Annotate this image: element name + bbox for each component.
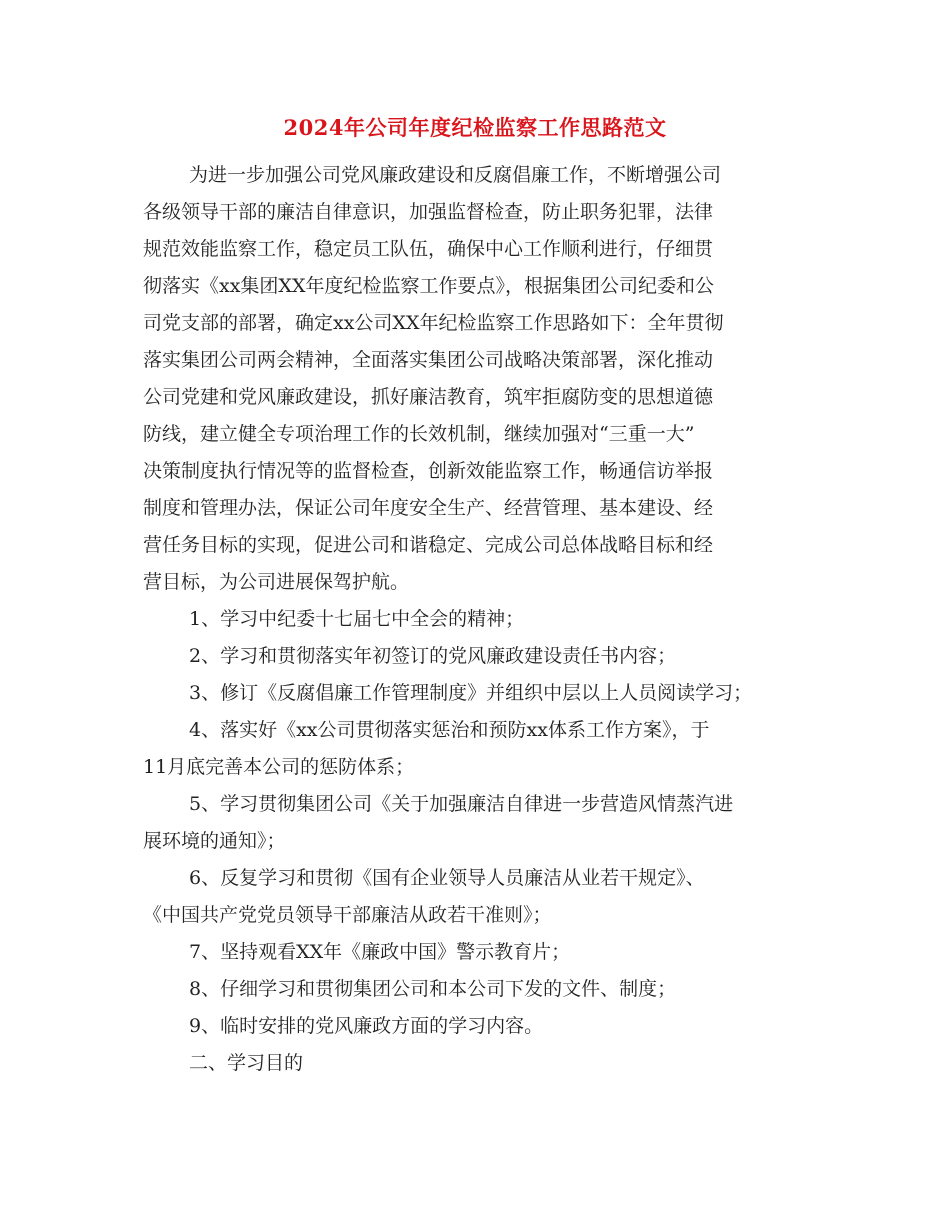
text-line: 3、修订《反腐倡廉工作管理制度》并组织中层以上人员阅读学习； xyxy=(189,682,753,704)
text-line: 《中国共产党党员领导干部廉洁从政若干准则》； xyxy=(143,904,552,926)
text-line: 8、仔细学习和贯彻集团公司和本公司下发的文件、制度； xyxy=(189,978,677,1000)
text-line: 各级领导干部的廉洁自律意识，加强监督检查，防止职务犯罪，法律 xyxy=(143,201,714,223)
text-line: 彻落实《xx集团XX年度纪检监察工作要点》，根据集团公司纪委和公 xyxy=(143,275,714,297)
text-line: 公司党建和党风廉政建设，抓好廉洁教育，筑牢拒腐防变的思想道德 xyxy=(143,386,714,408)
text-line: 规范效能监察工作，稳定员工队伍，确保中心工作顺利进行，仔细贯 xyxy=(143,238,714,260)
text-line: 司党支部的部署，确定xx公司XX年纪检监察工作思路如下：全年贯彻 xyxy=(143,312,724,334)
text-line: 11月底完善本公司的惩防体系； xyxy=(143,756,415,778)
text-line: 展环境的通知》； xyxy=(143,830,286,852)
text-line: 落实集团公司两会精神，全面落实集团公司战略决策部署，深化推动 xyxy=(143,349,714,371)
text-line: 二、学习目的 xyxy=(189,1052,304,1074)
text-line: 为进一步加强公司党风廉政建设和反腐倡廉工作，不断增强公司 xyxy=(189,164,722,186)
text-line: 防线，建立健全专项治理工作的长效机制，继续加强对“三重一大” xyxy=(143,423,695,445)
text-line: 4、落实好《xx公司贯彻落实惩治和预防xx体系工作方案》，于 xyxy=(189,719,710,741)
text-line: 7、坚持观看XX年《廉政中国》警示教育片； xyxy=(189,941,571,963)
text-line: 5、学习贯彻集团公司《关于加强廉洁自律进一步营造风情蒸汽进 xyxy=(189,793,734,815)
text-line: 决策制度执行情况等的监督检查，创新效能监察工作，畅通信访举报 xyxy=(143,460,714,482)
text-line: 营任务目标的实现，促进公司和谐稳定、完成公司总体战略目标和经 xyxy=(143,534,714,556)
text-line: 1、学习中纪委十七届七中全会的精神； xyxy=(189,608,525,630)
text-line: 6、反复学习和贯彻《国有企业领导人员廉洁从业若干规定》、 xyxy=(189,867,705,889)
text-line: 9、临时安排的党风廉政方面的学习内容。 xyxy=(189,1015,544,1037)
text-line: 营目标，为公司进展保驾护航。 xyxy=(143,571,410,593)
text-line: 制度和管理办法，保证公司年度安全生产、经营管理、基本建设、经 xyxy=(143,497,714,519)
document-title: 2024年公司年度纪检监察工作思路范文 xyxy=(283,115,667,140)
document-body xyxy=(143,157,803,1082)
text-line: 2、学习和贯彻落实年初签订的党风廉政建设责任书内容； xyxy=(189,645,677,667)
